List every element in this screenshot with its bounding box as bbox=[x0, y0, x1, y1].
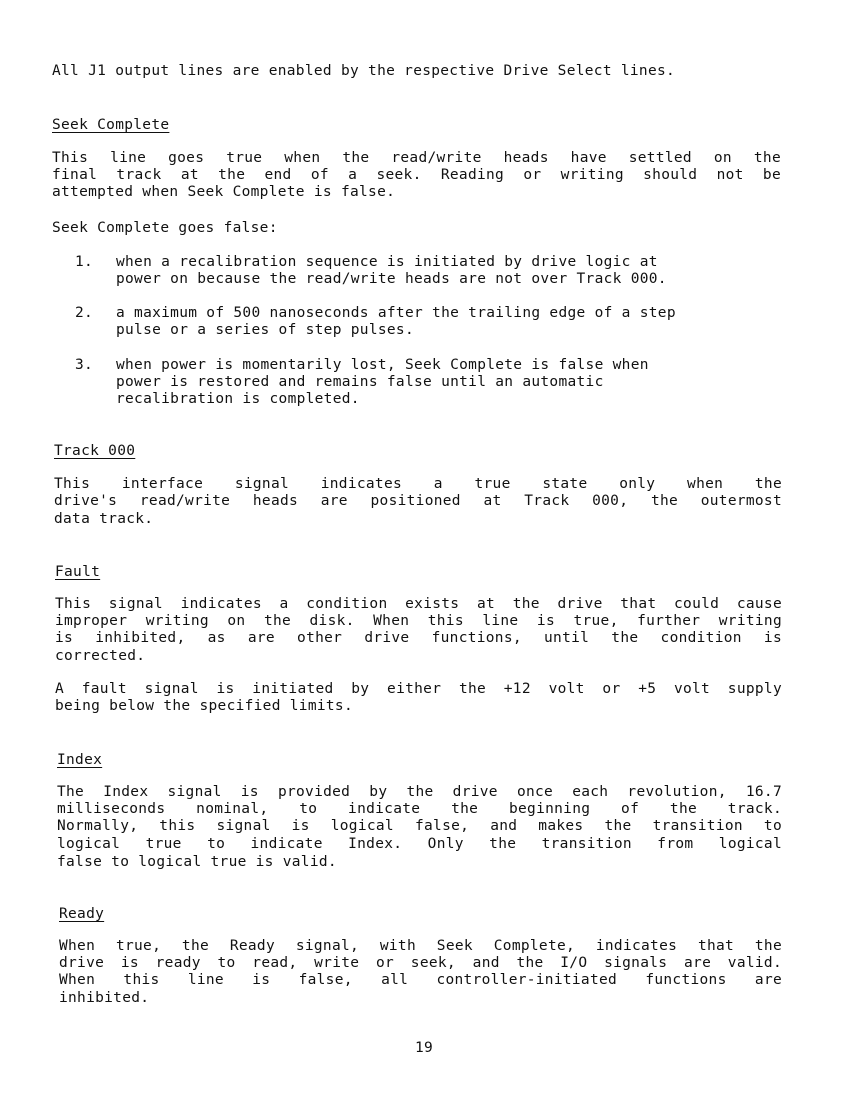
track000-para-line: data track. bbox=[54, 511, 154, 527]
fault-para-line: being below the specified limits. bbox=[55, 698, 353, 714]
index-para-line: The Index signal is provided by the drive once each revolution, 16.7 bbox=[57, 784, 782, 800]
list-item-line: when a recalibration sequence is initiated by drive logic at bbox=[116, 254, 658, 270]
list-item-line: pulse or a series of step pulses. bbox=[116, 322, 414, 338]
seek-complete-para-line: final track at the end of a seek. Reading or writing should not be bbox=[52, 167, 781, 183]
index-heading: Index bbox=[57, 752, 103, 768]
list-item-number: 1. bbox=[75, 254, 94, 270]
list-item-number: 3. bbox=[75, 357, 94, 373]
ready-para-line: When this line is false, all controller-initiated functions are bbox=[59, 972, 782, 988]
track000-para-line: drive's read/write heads are positioned at Track 000, the outermost bbox=[54, 493, 782, 509]
seek-complete-para-line: This line goes true when the read/write heads have settled on the bbox=[52, 150, 781, 166]
fault-para-line: This signal indicates a condition exists at the drive that could cause bbox=[55, 596, 782, 612]
list-item-line: recalibration is completed. bbox=[116, 391, 360, 407]
list-item-line: when power is momentarily lost, Seek Complete is false when bbox=[116, 357, 649, 373]
fault-para-line: improper writing on the disk. When this line is true, further writing bbox=[55, 613, 782, 629]
fault-para-line: is inhibited, as are other drive functions, until the condition is bbox=[55, 630, 782, 646]
list-item-number: 2. bbox=[75, 305, 94, 321]
seek-complete-para-line: attempted when Seek Complete is false. bbox=[52, 184, 396, 200]
page-number: 19 bbox=[414, 1040, 434, 1056]
ready-para-line: When true, the Ready signal, with Seek Complete, indicates that the bbox=[59, 938, 782, 954]
fault-heading: Fault bbox=[55, 564, 101, 580]
list-item-line: power is restored and remains false until an automatic bbox=[116, 374, 604, 390]
index-para-line: milliseconds nominal, to indicate the beginning of the track. bbox=[57, 801, 782, 817]
seek-complete-lead: Seek Complete goes false: bbox=[52, 220, 278, 236]
intro-text: All J1 output lines are enabled by the respective Drive Select lines. bbox=[52, 63, 676, 79]
track000-para-line: This interface signal indicates a true state only when the bbox=[54, 476, 782, 492]
index-para-line: false to logical true is valid. bbox=[57, 854, 337, 870]
track000-heading: Track 000 bbox=[54, 443, 136, 459]
seek-complete-heading: Seek Complete bbox=[52, 117, 170, 133]
index-para-line: Normally, this signal is logical false, and makes the transition to bbox=[57, 818, 782, 834]
list-item-line: power on because the read/write heads are not over Track 000. bbox=[116, 271, 667, 287]
fault-para-line: corrected. bbox=[55, 648, 146, 664]
ready-heading: Ready bbox=[59, 906, 105, 922]
index-para-line: logical true to indicate Index. Only the transition from logical bbox=[57, 836, 782, 852]
ready-para-line: drive is ready to read, write or seek, and the I/O signals are valid. bbox=[59, 955, 782, 971]
fault-para-line: A fault signal is initiated by either the +12 volt or +5 volt supply bbox=[55, 681, 782, 697]
ready-para-line: inhibited. bbox=[59, 990, 150, 1006]
list-item-line: a maximum of 500 nanoseconds after the trailing edge of a step bbox=[116, 305, 676, 321]
